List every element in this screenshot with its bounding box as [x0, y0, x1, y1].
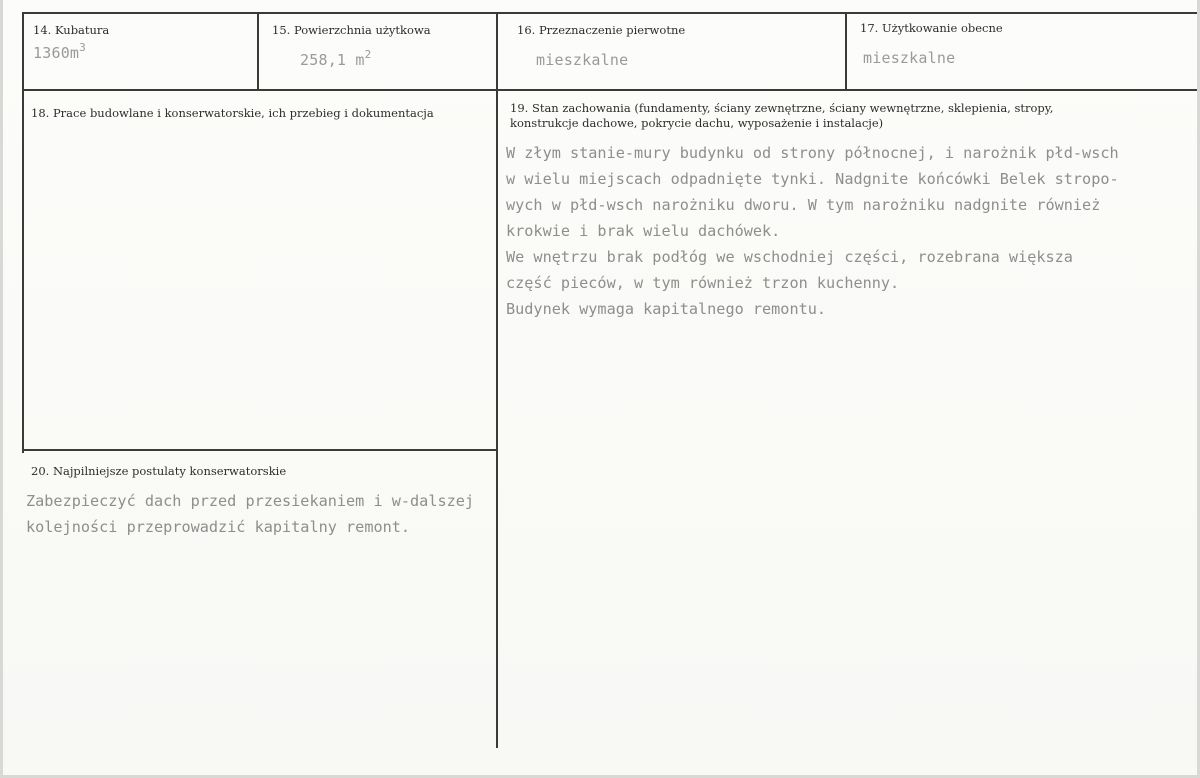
- stan-line: wych w płd-wsch narożniku dworu. W tym narożniku nadgnite również: [506, 196, 1101, 214]
- postulaty-line: Zabezpieczyć dach przed przesiekaniem i w-dalszej: [26, 492, 475, 510]
- rule-left: [22, 12, 24, 453]
- kubatura-unit-exponent: 3: [79, 41, 86, 54]
- rule-col2: [496, 12, 498, 748]
- postulaty-text: [26, 488, 474, 540]
- postulaty-label: 20. Najpilniejsze postulaty konserwatorskie: [31, 464, 287, 478]
- stan-line: część pieców, w tym również trzon kuchenny.: [506, 274, 900, 292]
- uzytkowanie-value: mieszkalne: [863, 49, 956, 67]
- stan-line: Budynek wymaga kapitalnego remontu.: [506, 300, 827, 318]
- przeznaczenie-value: mieszkalne: [536, 51, 629, 69]
- scan-edge-left: [0, 0, 3, 778]
- powierzchnia-label: 15. Powierzchnia użytkowa: [272, 23, 431, 37]
- stan-line: krokwie i brak wielu dachówek.: [506, 222, 781, 240]
- rule-row1-bottom: [22, 89, 1200, 91]
- rule-top: [22, 12, 1200, 14]
- stan-line: We wnętrzu brak podłóg we wschodniej części, rozebrana większa: [506, 248, 1073, 266]
- rule-section18-bottom: [22, 449, 496, 451]
- powierzchnia-number: 258,1 m: [300, 51, 365, 69]
- uzytkowanie-label: 17. Użytkowanie obecne: [860, 21, 1003, 35]
- stan-text: [506, 140, 1119, 322]
- stan-line: w wielu miejscach odpadnięte tynki. Nadgnite końcówki Belek stropo-: [506, 170, 1119, 188]
- stan-line: W złym stanie-mury budynku od strony północnej, i narożnik płd-wsch: [506, 144, 1119, 162]
- kubatura-label: 14. Kubatura: [33, 23, 110, 37]
- prace-label: 18. Prace budowlane i konserwatorskie, ich przebieg i dokumentacja: [31, 106, 434, 120]
- kubatura-value: [33, 41, 86, 62]
- rule-col3: [845, 12, 847, 90]
- postulaty-line: kolejności przeprowadzić kapitalny remont.: [26, 518, 411, 536]
- stan-label-line2: konstrukcje dachowe, pokrycie dachu, wyposażenie i instalacje): [510, 116, 884, 130]
- przeznaczenie-label: 16. Przeznaczenie pierwotne: [517, 23, 686, 37]
- kubatura-number: 1360m: [33, 44, 80, 62]
- powierzchnia-value: [300, 48, 372, 69]
- powierzchnia-unit-exponent: 2: [364, 48, 372, 61]
- stan-label-line1: 19. Stan zachowania (fundamenty, ściany zewnętrzne, ściany wewnętrzne, sklepienia, stropy,: [510, 101, 1054, 115]
- rule-col1: [257, 12, 259, 90]
